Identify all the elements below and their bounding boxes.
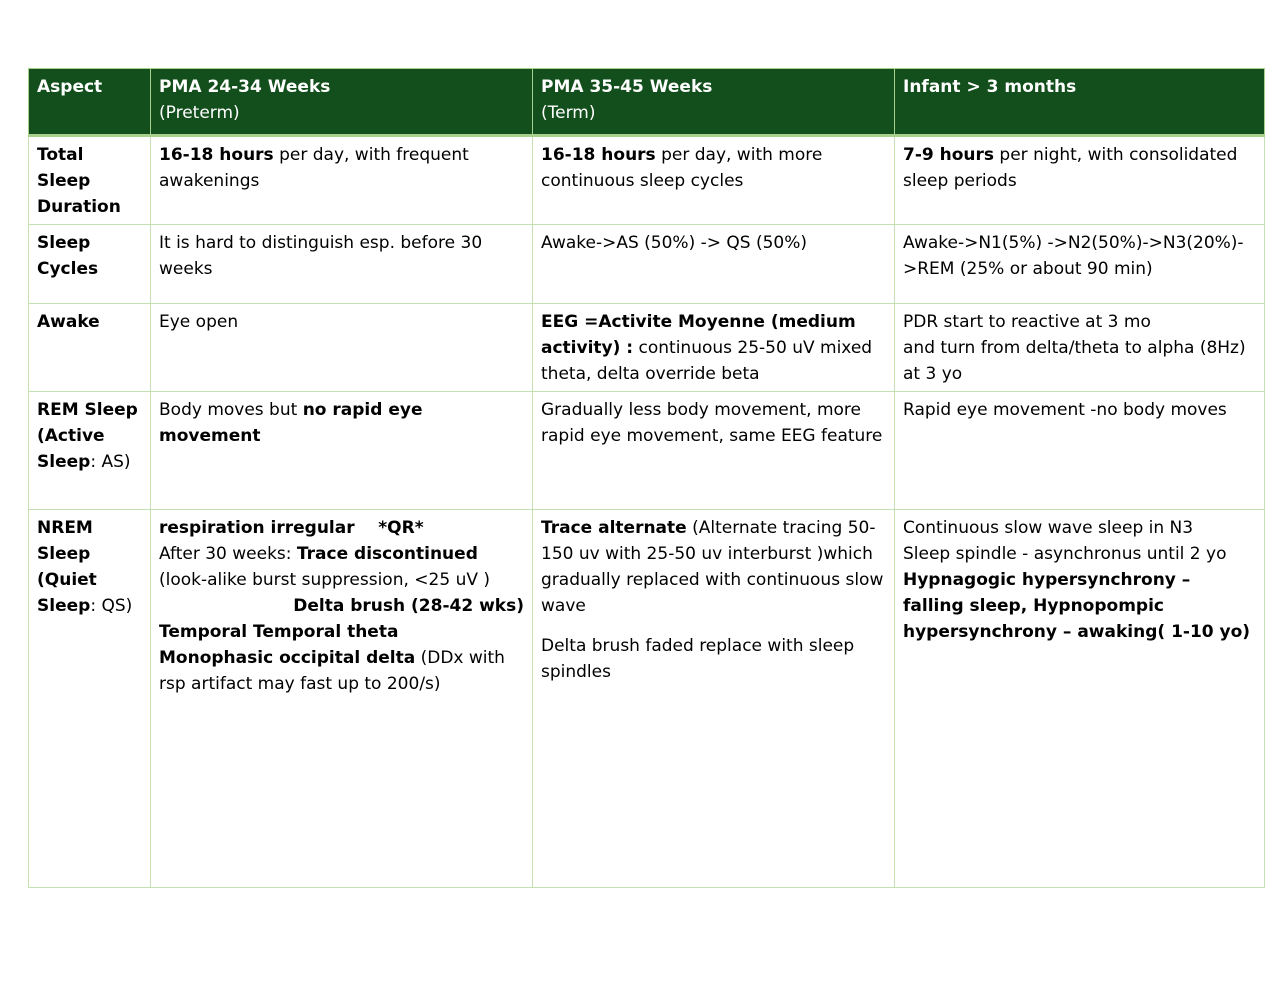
- row-sleep-cycles: [29, 225, 1265, 304]
- aspect-rem: REM Sleep (Active Sleep: AS): [29, 392, 151, 510]
- term-sleep-cycles: Awake->AS (50%) -> QS (50%): [533, 225, 895, 304]
- infant-awake: PDR start to reactive at 3 mo and turn from delta/theta to alpha (8Hz) at 3 yo: [895, 304, 1265, 392]
- row-total-sleep: [29, 136, 1265, 225]
- aspect-nrem: NREM Sleep (Quiet Sleep: QS): [29, 510, 151, 888]
- infant-total-sleep: 7-9 hours per night, with consolidated sleep periods: [895, 136, 1265, 225]
- preterm-sleep-cycles: It is hard to distinguish esp. before 30 weeks: [151, 225, 533, 304]
- header-aspect: Aspect: [29, 69, 151, 136]
- preterm-rem: Body moves but no rapid eye movement: [151, 392, 533, 510]
- row-awake: [29, 304, 1265, 392]
- row-rem: [29, 392, 1265, 510]
- header-row: [29, 69, 1265, 136]
- aspect-sleep-cycles: Sleep Cycles: [29, 225, 151, 304]
- aspect-total-sleep: Total Sleep Duration: [29, 136, 151, 225]
- term-nrem: Trace alternate (Alternate tracing 50-150 uv with 25-50 uv interburst )which gradually replaced with continuous slow wave Delta brush faded replace with sleep spindles: [533, 510, 895, 888]
- aspect-awake: Awake: [29, 304, 151, 392]
- preterm-awake: Eye open: [151, 304, 533, 392]
- infant-sleep-cycles: Awake->N1(5%) ->N2(50%)->N3(20%)->REM (25% or about 90 min): [895, 225, 1265, 304]
- infant-rem: Rapid eye movement -no body moves: [895, 392, 1265, 510]
- sleep-comparison-table: [28, 68, 1265, 888]
- header-infant: Infant > 3 months: [895, 69, 1265, 136]
- header-term: PMA 35-45 Weeks (Term): [533, 69, 895, 136]
- preterm-total-sleep: 16-18 hours per day, with frequent awakenings: [151, 136, 533, 225]
- infant-nrem: Continuous slow wave sleep in N3 Sleep spindle - asynchronus until 2 yo Hypnagogic hypersynchrony – falling sleep, Hypnopompic hypersynchrony – awaking( 1-10 yo): [895, 510, 1265, 888]
- row-nrem: [29, 510, 1265, 888]
- header-preterm: PMA 24-34 Weeks (Preterm): [151, 69, 533, 136]
- term-rem: Gradually less body movement, more rapid eye movement, same EEG feature: [533, 392, 895, 510]
- term-awake: EEG =Activite Moyenne (medium activity) : continuous 25-50 uV mixed theta, delta override beta: [533, 304, 895, 392]
- preterm-nrem: respiration irregular *QR* After 30 weeks: Trace discontinued (look-alike burst suppression, <25 uV ) Delta brush (28-42 wks) Temporal Temporal theta Monophasic occipital delta (DDx with rsp artifact may fast up to 200/s): [151, 510, 533, 888]
- term-total-sleep: 16-18 hours per day, with more continuous sleep cycles: [533, 136, 895, 225]
